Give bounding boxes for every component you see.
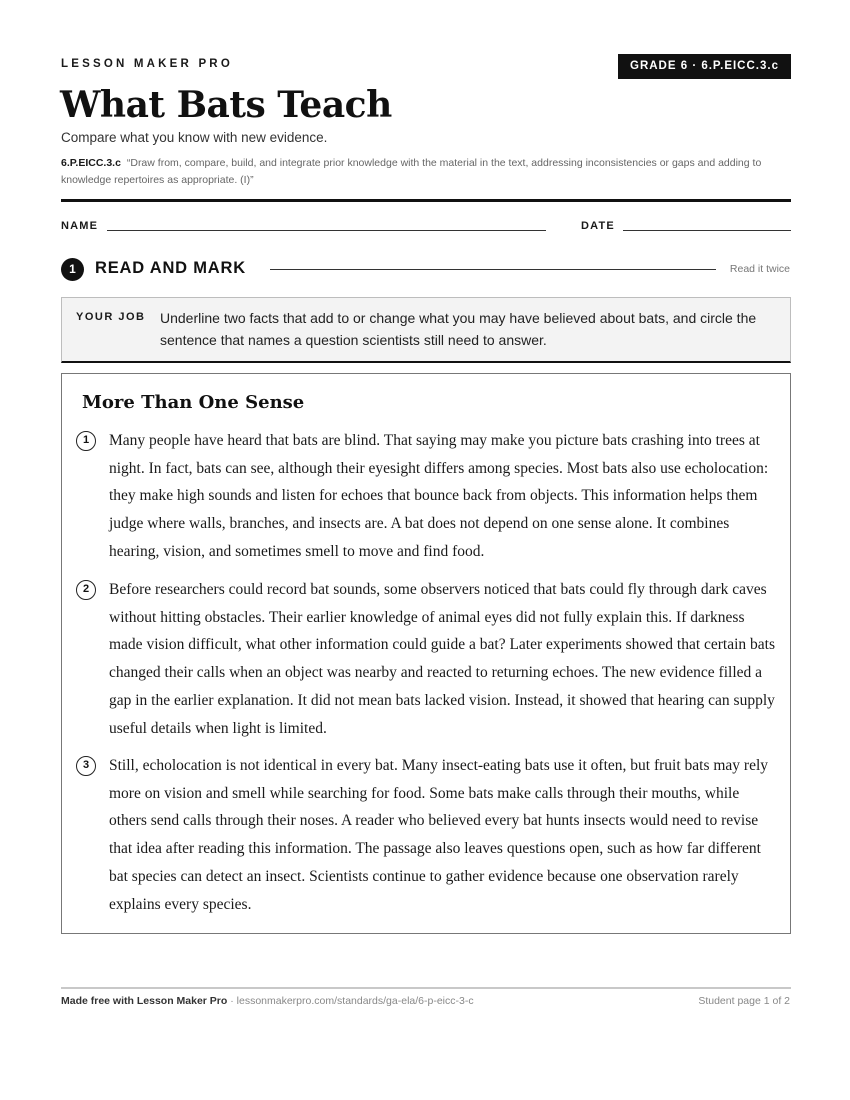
- header-divider: [61, 199, 791, 202]
- paragraph-number-badge: 1: [76, 431, 96, 451]
- paragraph-number-badge: 3: [76, 756, 96, 776]
- reading-passage: [61, 373, 791, 934]
- grade-badge: GRADE 6 · 6.P.EICC.3.c: [618, 54, 791, 79]
- instructions-box: [61, 297, 791, 363]
- section-number-badge: 1: [61, 258, 84, 281]
- date-field[interactable]: [623, 230, 791, 231]
- paragraph-text: Before researchers could record bat sounds, some observers noticed that bats could fly through dark caves without hitting obstacles. Their earlier knowledge of animal eyes did not fully explain this. If darkness made vision difficult, what other information could guide a bat? Later experiments showed that certain bats changed their calls when an object was nearby and reacted to returning echoes. The new evidence filled a gap in the earlier explanation. It did not mean bats lacked vision. Instead, it showed that hearing can supply useful details when light is limited.: [109, 581, 776, 737]
- footer-separator: ·: [227, 995, 237, 1007]
- section-rule: [270, 269, 716, 270]
- instructions-label: YOUR JOB: [76, 311, 146, 323]
- standard-text: “Draw from, compare, build, and integrate prior knowledge with the material in the text, addressing inconsistencies or gaps and adding to knowledge repertoires as appropriate. (I)”: [61, 157, 762, 186]
- footer-made-with: Made free with Lesson Maker Pro: [61, 995, 228, 1007]
- footer-divider: [61, 987, 791, 989]
- page-subtitle: Compare what you know with new evidence.: [61, 130, 328, 145]
- paragraph-text: Many people have heard that bats are blind. That saying may make you picture bats crashing into trees at night. In fact, bats can see, although their eyesight differs among species. Most bats also use echolocation: they make high sounds and listen for echoes that bounce back from objects. This information helps them judge where walls, branches, and insects are. A bat does not depend on one sense alone. It combines hearing, vision, and sometimes smell to move and find food.: [109, 432, 769, 560]
- instructions-text: Underline two facts that add to or change what you may have believed about bats, and circle the sentence that names a question scientists still need to answer.: [160, 310, 757, 348]
- standard-description: [61, 155, 791, 189]
- paragraph-number-badge: 2: [76, 580, 96, 600]
- brand-name: LESSON MAKER PRO: [61, 58, 233, 70]
- name-label: NAME: [61, 220, 99, 232]
- section-note: Read it twice: [729, 263, 790, 275]
- standard-code: 6.P.EICC.3.c: [61, 157, 121, 169]
- passage-title: More Than One Sense: [82, 392, 305, 413]
- page-title: What Bats Teach: [60, 84, 392, 126]
- paragraph-text: Still, echolocation is not identical in every bat. Many insect-eating bats use it often, but fruit bats may rely more on vision and smell while searching for food. Some bats make calls through their mouths, while others send calls through their noses. A reader who believed every bat hunts insects would need to revise that idea after reading this information. The passage also leaves questions open, such as how far different bat species can detect an insect. Scientists continue to gather evidence because one observation rarely explains every species.: [109, 757, 769, 913]
- name-field[interactable]: [107, 230, 546, 231]
- date-label: DATE: [581, 220, 615, 232]
- section-title: READ AND MARK: [95, 259, 246, 277]
- footer-page-number: Student page 1 of 2: [698, 995, 790, 1007]
- footer-credit: [61, 995, 474, 1007]
- footer-url[interactable]: lessonmakerpro.com/standards/ga-ela/6-p-eicc-3-c: [236, 995, 474, 1007]
